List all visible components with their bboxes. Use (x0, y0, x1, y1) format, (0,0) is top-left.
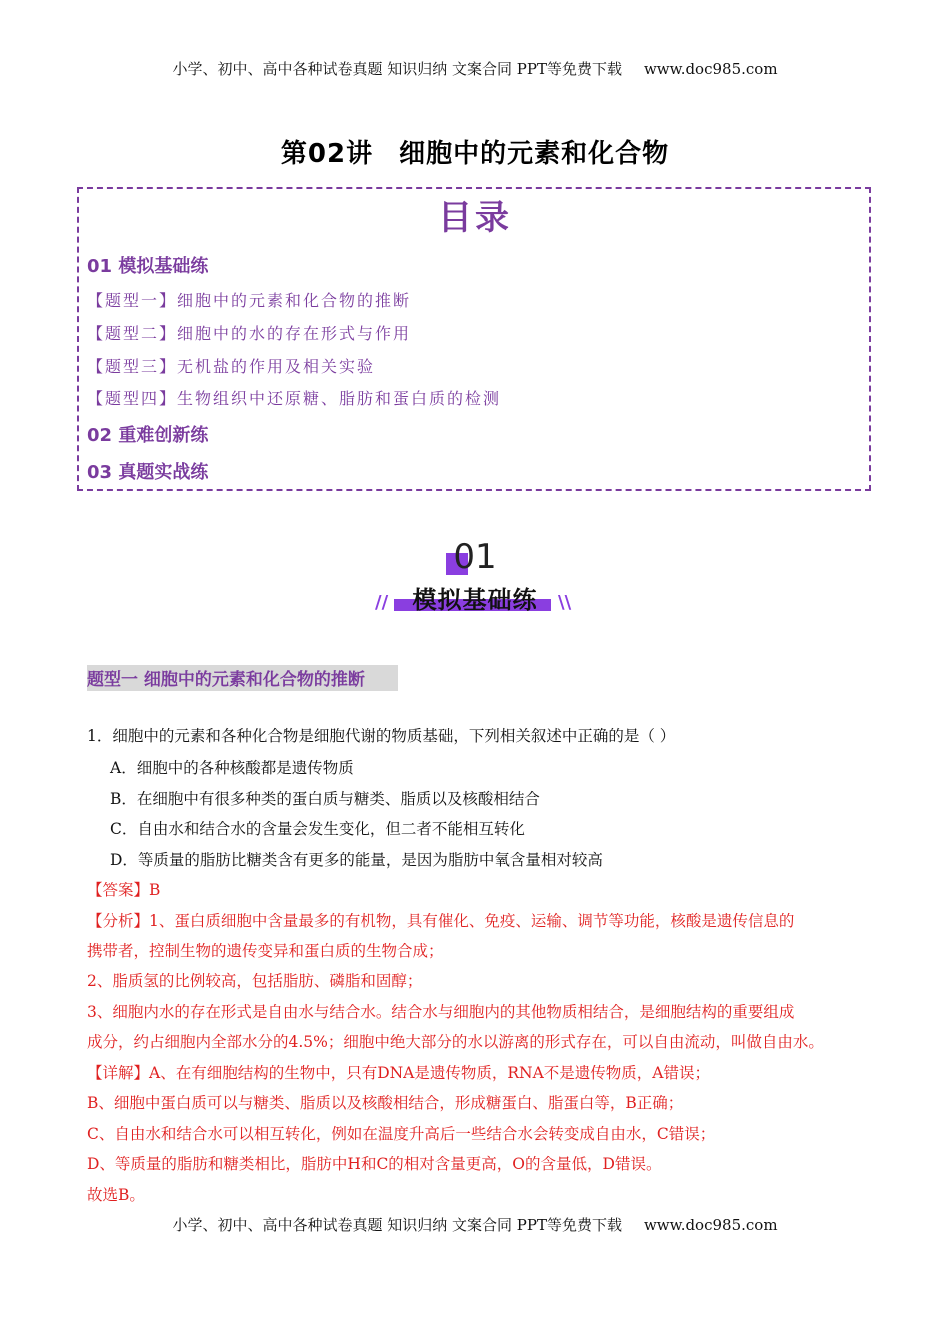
detail-line-1: 【详解】A、在有细胞结构的生物中，只有DNA是遗传物质，RNA不是遗传物质，A错误； (87, 1064, 710, 1082)
answer-line: 【答案】B (87, 881, 161, 899)
toc-heading: 目录 (438, 198, 512, 238)
detail-line-4: D、等质量的脂肪和糖类相比，脂肪中H和C的相对含量更高，O的含量低，D错误。 (87, 1155, 662, 1173)
option-b: B．在细胞中有很多种类的蛋白质与糖类、脂质以及核酸相结合 (110, 790, 540, 808)
toc-section-2[interactable]: 02 重难创新练 (87, 425, 209, 446)
page-footer (0, 1214, 950, 1235)
footer-text: 小学、初中、高中各种试卷真题 知识归纳 文案合同 PPT等免费下载 (172, 1216, 622, 1234)
lecture-number: 第02讲 (280, 139, 374, 169)
banner-slash-right: \\ (558, 592, 572, 613)
toc-section-1[interactable]: 01 模拟基础练 (87, 256, 209, 277)
analysis-line-1: 【分析】1、蛋白质细胞中含量最多的有机物，具有催化、免疫、运输、调节等功能，核酸是遗传信息的 (87, 912, 795, 930)
banner-slash-left: // (375, 592, 389, 613)
header-site-link[interactable]: www.doc985.com (643, 60, 778, 78)
option-d: D．等质量的脂肪比糖类含有更多的能量，是因为脂肪中氧含量相对较高 (110, 851, 603, 869)
analysis-line-3: 2、脂质氢的比例较高，包括脂肪、磷脂和固醇； (87, 972, 423, 990)
page-title (0, 133, 950, 170)
detail-line-3: C、自由水和结合水可以相互转化，例如在温度升高后一些结合水会转变成自由水，C错误； (87, 1125, 716, 1143)
banner-number: 01 (453, 537, 497, 577)
page-header (0, 58, 950, 79)
analysis-line-2: 携带者，控制生物的遗传变异和蛋白质的生物合成； (87, 942, 444, 960)
banner-label: 模拟基础练 (412, 586, 538, 614)
toc-item-type2[interactable]: 【题型二】细胞中的水的存在形式与作用 (87, 324, 412, 343)
analysis-line-4: 3、细胞内水的存在形式是自由水与结合水。结合水与细胞内的其他物质相结合，是细胞结构的重要组成 (87, 1003, 795, 1021)
toc-item-type3[interactable]: 【题型三】无机盐的作用及相关实验 (87, 357, 376, 376)
analysis-line-5: 成分，约占细胞内全部水分的4.5%；细胞中绝大部分的水以游离的形式存在，可以自由流动，叫做自由水。 (87, 1033, 824, 1051)
question-stem: 1．细胞中的元素和各种化合物是细胞代谢的物质基础，下列相关叙述中正确的是（ ） (87, 727, 676, 745)
toc-item-type4[interactable]: 【题型四】生物组织中还原糖、脂肪和蛋白质的检测 (87, 389, 502, 408)
footer-site-link[interactable]: www.doc985.com (643, 1216, 778, 1234)
lecture-topic: 细胞中的元素和化合物 (399, 139, 670, 169)
conclusion-line: 故选B。 (87, 1186, 145, 1204)
type-heading: 题型一 细胞中的元素和化合物的推断 (87, 670, 365, 690)
toc-section-3[interactable]: 03 真题实战练 (87, 462, 209, 483)
option-c: C．自由水和结合水的含量会发生变化，但二者不能相互转化 (110, 820, 525, 838)
option-a: A．细胞中的各种核酸都是遗传物质 (110, 759, 354, 777)
header-text: 小学、初中、高中各种试卷真题 知识归纳 文案合同 PPT等免费下载 (172, 60, 622, 78)
detail-line-2: B、细胞中蛋白质可以与糖类、脂质以及核酸相结合，形成糖蛋白、脂蛋白等，B正确； (87, 1094, 684, 1112)
toc-item-type1[interactable]: 【题型一】细胞中的元素和化合物的推断 (87, 291, 412, 310)
